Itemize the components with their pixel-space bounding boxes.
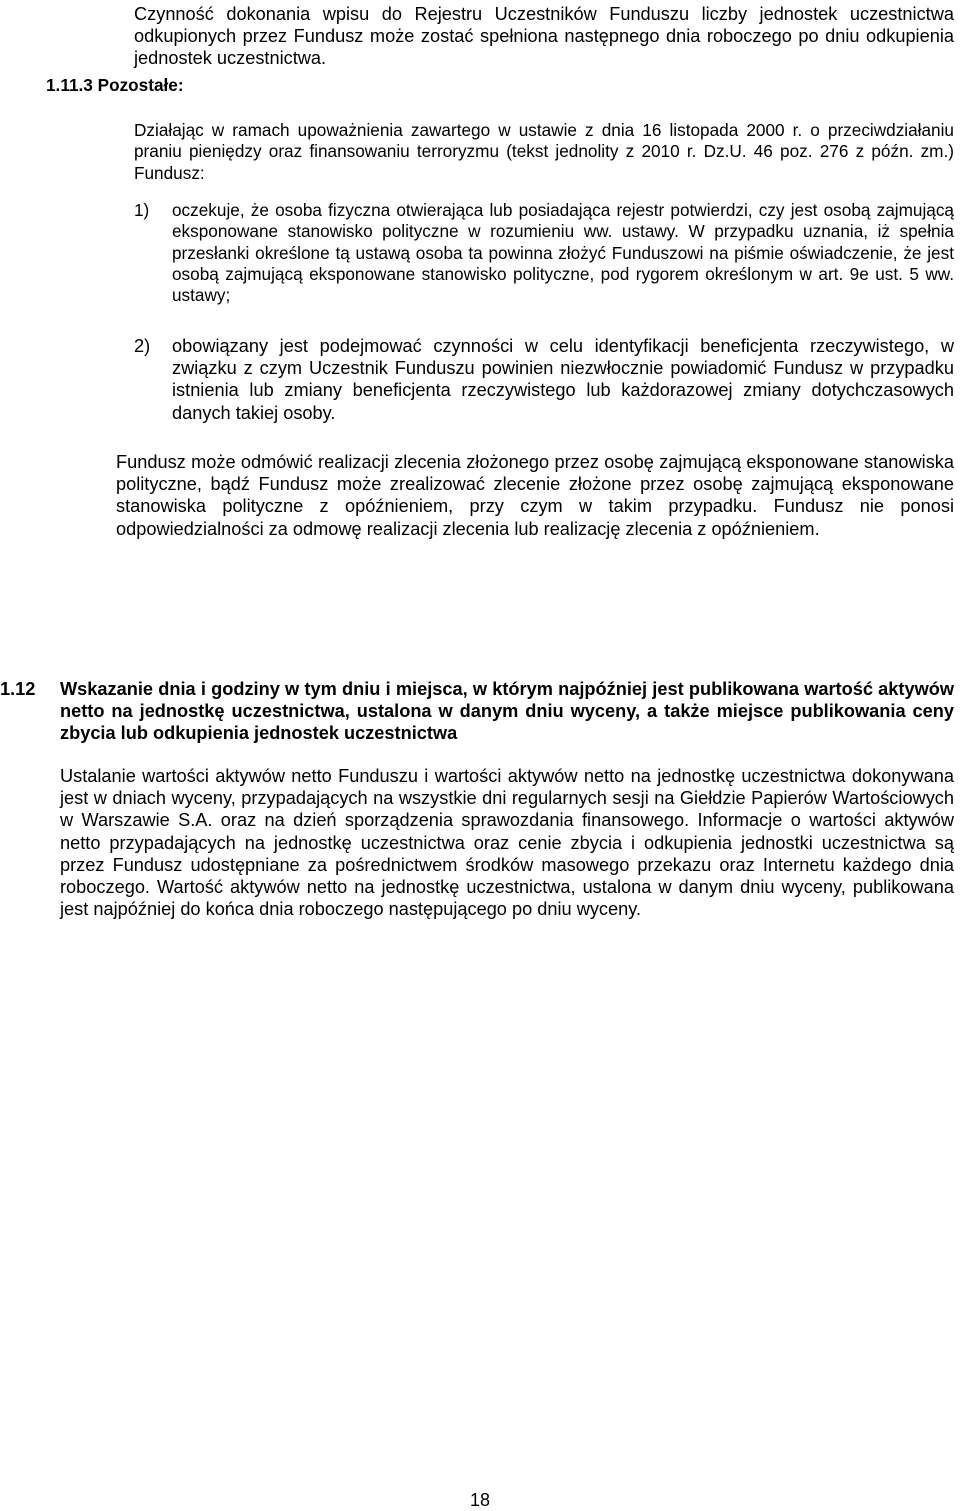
page-number: 18 bbox=[469, 1490, 491, 1510]
list-item-text: obowiązany jest podejmować czynności w celu identyfikacji beneficjenta rzeczywistego, w związku z czym Uczestnik Funduszu powinien niezwłocznie powiadomić Fundusz w przypadku istnienia lub zmiany beneficjenta rzeczywistego lub każdorazowej zmiany dotychczasowych danych takiej osoby. bbox=[172, 336, 954, 423]
legal-basis-paragraph: Działając w ramach upoważnienia zawartego w ustawie z dnia 16 listopada 2000 r. o przeciwdziałaniu praniu pieniędzy oraz finansowaniu terroryzmu (tekst jednolity z 2010 r. Dz.U. 46 poz. 276 z późn. zm.) Fundusz: bbox=[134, 120, 954, 183]
list-item-text: oczekuje, że osoba fizyczna otwierająca lub posiadająca rejestr potwierdzi, czy jest osobą zajmującą eksponowane stanowisko polityczne w rozumieniu ww. ustawy. W przypadku uznania, iż spełnia przesłanki określone tą ustawą osoba ta powinna złożyć Funduszowi na piśmie oświadczenie, że jest osobą zajmującą eksponowane stanowisko polityczne, pod rygorem określonym w art. 9e ust. 5 ww. ustawy; bbox=[172, 200, 954, 306]
section-1-12-heading bbox=[0, 678, 954, 745]
list-item bbox=[134, 200, 954, 306]
section-1-11-3-heading: 1.11.3 Pozostałe: bbox=[46, 75, 184, 95]
valuation-paragraph: Ustalanie wartości aktywów netto Funduszu i wartości aktywów netto na jednostkę uczestnictwa dokonywana jest w dniach wyceny, przypadających na wszystkie dni regularnych sesji na Giełdzie Papierów Wartościowych w Warszawie S.A. oraz na dzień sporządzenia sprawozdania finansowego. Informacje o wartości aktywów netto przypadających na jednostkę uczestnictwa oraz cenie zbycia i odkupienia jednostki uczestnictwa są przez Fundusz udostępniane za pośrednictwem środków masowego przekazu oraz Internetu każdego dnia roboczego. Wartość aktywów netto na jednostkę uczestnictwa, ustalona w danym dniu wyceny, publikowana jest najpóźniej do końca dnia roboczego następującego po dniu wyceny. bbox=[60, 766, 954, 920]
list-item-number: 2) bbox=[134, 336, 151, 356]
section-heading-text: Wskazanie dnia i godziny w tym dniu i miejsca, w którym najpóźniej jest publikowana wartość aktywów netto na jednostkę uczestnictwa, ustalona w danym dniu wyceny, a także miejsce publikowania ceny zbycia lub odkupienia jednostek uczestnictwa bbox=[60, 679, 954, 744]
list-item bbox=[134, 335, 954, 424]
list-item-number: 1) bbox=[134, 200, 150, 220]
intro-paragraph: Czynność dokonania wpisu do Rejestru Uczestników Funduszu liczby jednostek uczestnictwa odkupionych przez Fundusz może zostać spełniona następnego dnia roboczego po dniu odkupienia jednostek uczestnictwa. bbox=[134, 4, 954, 69]
section-number: 1.12 bbox=[0, 679, 36, 699]
refusal-paragraph: Fundusz może odmówić realizacji zlecenia złożonego przez osobę zajmującą eksponowane stanowiska polityczne, bądź Fundusz może zrealizować zlecenie złożone przez osobę zajmującą eksponowane stanowiska polityczne z opóźnieniem, przy czym w takim przypadku. Fundusz nie ponosi odpowiedzialności za odmowę realizacji zlecenia lub realizację zlecenia z opóźnieniem. bbox=[116, 452, 954, 539]
